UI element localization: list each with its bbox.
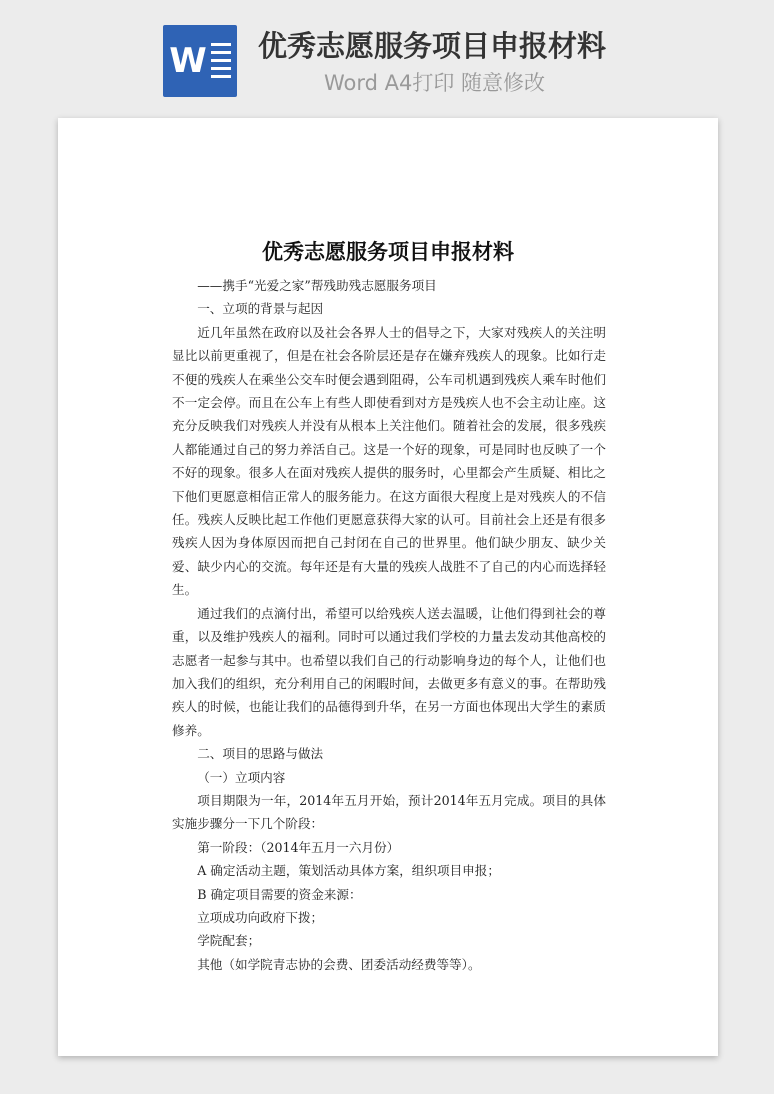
section-heading: 二、项目的思路与做法 <box>197 746 324 762</box>
document-page <box>58 118 718 1056</box>
document-title: 优秀志愿服务项目申报材料 <box>262 240 514 264</box>
word-document-icon <box>163 25 237 97</box>
subsection-heading: （一）立项内容 <box>197 769 286 785</box>
body-paragraph: 通过我们的点滴付出，希望可以给残疾人送去温暖，让他们得到社会的尊重，以及维护残疾人的福利。同时可以通过我们学校的力量去发动其他高校的志愿者一起参与其中。也希望以我们自己的行动影响身边的每个人，让他们也加入我们的组织，充分利用自己的闲暇时间，去做更多有意义的事。在帮助残疾人的时候，也能让我们的品德得到升华，在另一方面也体现出大学生的素质修养。 <box>172 605 606 738</box>
body-paragraph: 项目期限为一年，2014年五月开始，预计2014年五月完成。项目的具体实施步骤分一下几个阶段： <box>172 792 606 832</box>
body-line: 立项成功向政府下拨； <box>197 909 324 925</box>
body-line: A 确定活动主题，策划活动具体方案，组织项目申报； <box>197 863 500 879</box>
section-heading: 一、立项的背景与起因 <box>197 301 324 317</box>
document-body <box>172 274 606 976</box>
word-icon-lines <box>211 43 231 83</box>
word-icon-letter: W <box>169 41 207 81</box>
header-title: 优秀志愿服务项目申报材料 <box>258 29 607 63</box>
body-paragraph: 近几年虽然在政府以及社会各界人士的倡导之下，大家对残疾人的关注明显比以前更重视了，但是在社会各阶层还是存在嫌弃残疾人的现象。比如行走不便的残疾人在乘坐公交车时便会遇到阻碍，公车司机遇到残疾人乘车时他们不一定会停。而且在公车上有些人即使看到对方是残疾人也不会主动让座。这充分反映我们对残疾人并没有从根本上关注他们。随着社会的发展，很多残疾人都能通过自己的努力养活自己。这是一个好的现象，可是同时也反映了一个不好的现象。很多人在面对残疾人提供的服务时，心里都会产生质疑、相比之下他们更愿意相信正常人的服务能力。在这方面很大程度上是对残疾人的不信任。残疾人反映比起工作他们更愿意获得大家的认可。目前社会上还是有很多残疾人因为身体原因而把自己封闭在自己的世界里。他们缺少朋友、缺少关爱、缺少内心的交流。每年还是有大量的残疾人战胜不了自己的内心而选择轻生。 <box>172 324 606 598</box>
body-line: 第一阶段：（2014年五月一六月份） <box>197 839 400 855</box>
body-line: B 确定项目需要的资金来源： <box>197 886 362 902</box>
header-subtitle: Word A4打印 随意修改 <box>324 71 546 95</box>
body-line: 学院配套； <box>197 933 261 949</box>
page-header <box>0 0 774 110</box>
body-line: 其他（如学院青志协的会费、团委活动经费等等）。 <box>197 956 481 972</box>
subtitle-line: ——携手“光爱之家”帮残助残志愿服务项目 <box>197 278 437 293</box>
